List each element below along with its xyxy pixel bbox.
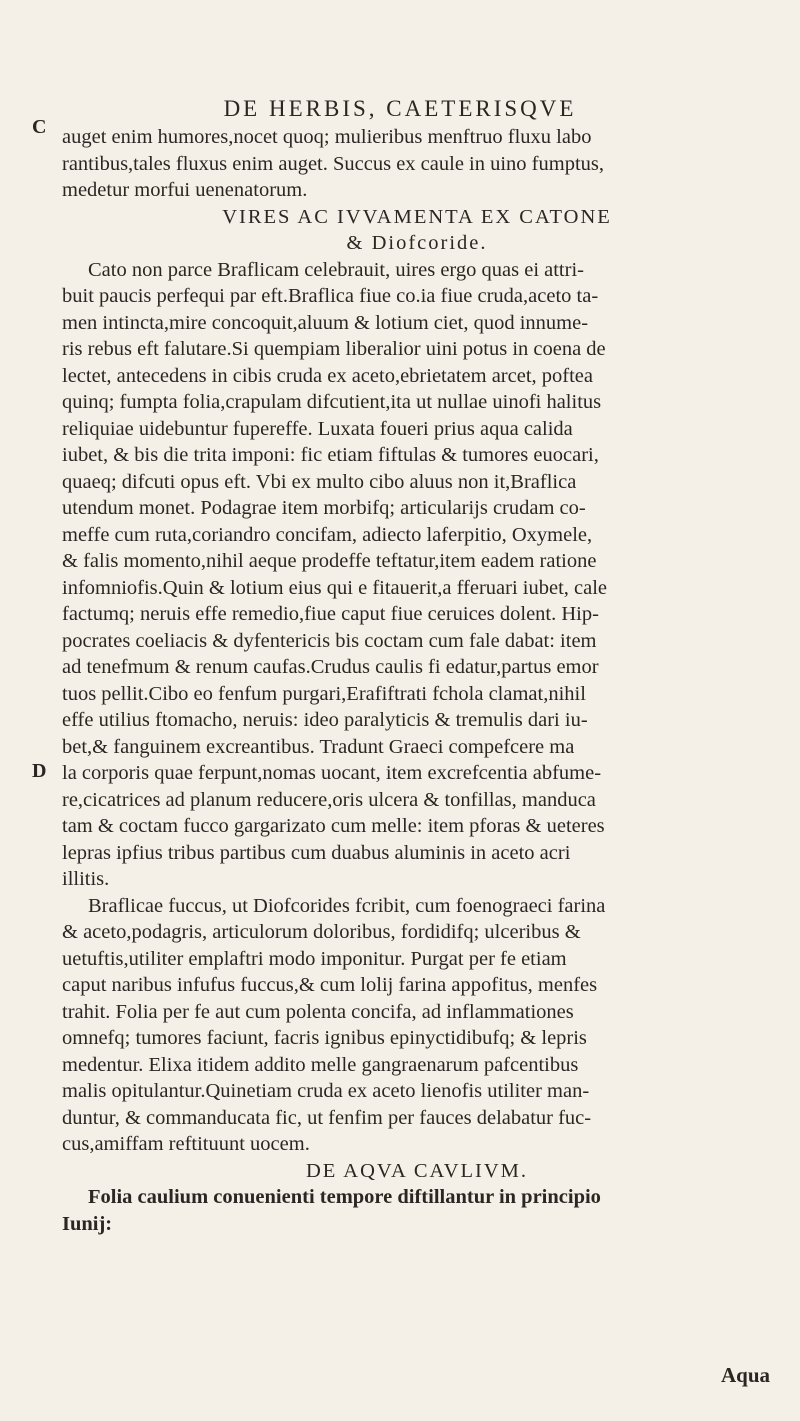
text-line: quaeq; difcuti opus eft. Vbi ex multo cibo aluus non it,Braflica: [62, 470, 577, 493]
text-line: utendum monet. Podagrae item morbifq; articularijs crudam co-: [62, 497, 586, 519]
text-line: medentur. Elixa itidem addito melle gangraenarum pafcentibus: [62, 1053, 579, 1076]
body-text: [62, 124, 772, 1237]
text-line: malis opitulantur.Quinetiam cruda ex aceto lienofis utiliter man-: [62, 1080, 590, 1102]
text-line: uetuftis,utiliter emplaftri modo imponitur. Purgat per fe etiam: [62, 947, 567, 970]
text-line: tuos pellit.Cibo eo fenfum purgari,Erafiftrati fchola clamat,nihil: [62, 682, 586, 705]
text-line: effe utilius ftomacho, neruis: ideo paralyticis & tremulis dari iu-: [62, 709, 588, 731]
text-line: ad tenefmum & renum caufas.Crudus caulis fi edatur,partus emor: [62, 656, 599, 678]
text-line: omnefq; tumores faciunt, facris ignibus epinyctidibufq; & lepris: [62, 1027, 587, 1049]
text-line: illitis.: [62, 868, 110, 890]
text-line: buit paucis perfequi par eft.Braflica fiue co.ia fiue cruda,aceto ta-: [62, 285, 599, 307]
text-line: cus,amiffam reftituunt uocem.: [62, 1133, 310, 1155]
paragraph-4: [62, 1184, 772, 1237]
text-line: & aceto,podagris, articulorum doloribus, fordidifq; ulceribus &: [62, 921, 581, 943]
text-line: & falis momento,nihil aeque prodeffe teftatur,item eadem ratione: [62, 550, 597, 572]
text-line: bet,& fanguinem excreantibus. Tradunt Graeci compefcere ma: [62, 735, 575, 758]
catchword: Aqua: [720, 1363, 770, 1387]
text-line: factumq; neruis effe remedio,fiue caput fiue ceruices dolent. Hip-: [62, 603, 599, 625]
section-heading-aqua: DE AQVA CAVLIVM.: [305, 1159, 529, 1182]
text-line: Braflicae fuccus, ut Diofcorides fcribit, cum foenograeci farina: [88, 894, 606, 917]
text-line: caput naribus infufus fuccus,& cum lolij farina appofitus, menfes: [62, 974, 598, 996]
paragraph-1: [62, 124, 772, 204]
text-line: infomniofis.Quin & lotium eius qui e fitauerit,a fferuari iubet, cale: [62, 576, 608, 599]
running-head: DE HERBIS, CAETERISQVE: [223, 96, 577, 121]
text-line: duntur, & commanducata fic, ut fenfim per fauces delabatur fuc-: [62, 1106, 592, 1129]
text-line: ris rebus eft falutare.Si quempiam liberalior uini potus in coena de: [62, 338, 606, 360]
margin-letter-d: D: [32, 760, 47, 782]
text-line: quinq; fumpta folia,crapulam difcutient,ita ut nullae uinofi halitus: [62, 391, 602, 413]
text-line: iubet, & bis die trita imponi: fic etiam fiftulas & tumores euocari,: [62, 444, 599, 466]
text-line: Folia caulium conuenienti tempore diftillantur in principio: [88, 1186, 601, 1208]
text-line: tam & coctam fucco gargarizato cum melle: item pforas & ueteres: [62, 815, 605, 837]
text-line: meffe cum ruta,coriandro concifam, adiecto laferpitio, Oxymele,: [62, 523, 593, 546]
text-line: rantibus,tales fluxus enim auget. Succus ex caule in uino fumptus,: [62, 152, 604, 175]
text-line: medetur morfui uenenatorum.: [62, 179, 308, 201]
text-line: lectet, antecedens in cibis cruda ex aceto,ebrietatem arcet, poftea: [62, 364, 593, 387]
text-line: men intincta,mire concoquit,aluum & lotium ciet, quod innume-: [62, 311, 589, 334]
heading-line: VIRES AC IVVAMENTA EX CATONE: [222, 205, 612, 228]
text-line: Cato non parce Braflicam celebrauit, uires ergo quas ei attri-: [88, 258, 584, 281]
margin-letter-c: C: [32, 116, 47, 138]
text-line: pocrates coeliacis & dyfentericis bis coctam cum fale dabat: item: [62, 629, 597, 652]
text-line: la corporis quae ferpunt,nomas uocant, item excrefcentia abfume-: [62, 762, 602, 784]
text-line: auget enim humores,nocet quoq; mulieribus menftruo fluxu labo: [62, 126, 592, 148]
paragraph-3: [62, 893, 772, 1158]
text-line: Iunij:: [62, 1212, 113, 1235]
text-line: re,cicatrices ad planum reducere,oris ulcera & tonfillas, manduca: [62, 788, 596, 811]
text-line: lepras ipfius tribus partibus cum duabus aluminis in aceto acri: [62, 841, 571, 864]
paragraph-2: [62, 257, 772, 893]
heading-line: & Diofcoride.: [346, 232, 488, 254]
text-line: reliquiae uidebuntur fupereffe. Luxata foueri prius aqua calida: [62, 417, 573, 440]
text-line: trahit. Folia per fe aut cum polenta concifa, ad inflammationes: [62, 1000, 574, 1023]
section-heading-vires: [62, 204, 772, 257]
